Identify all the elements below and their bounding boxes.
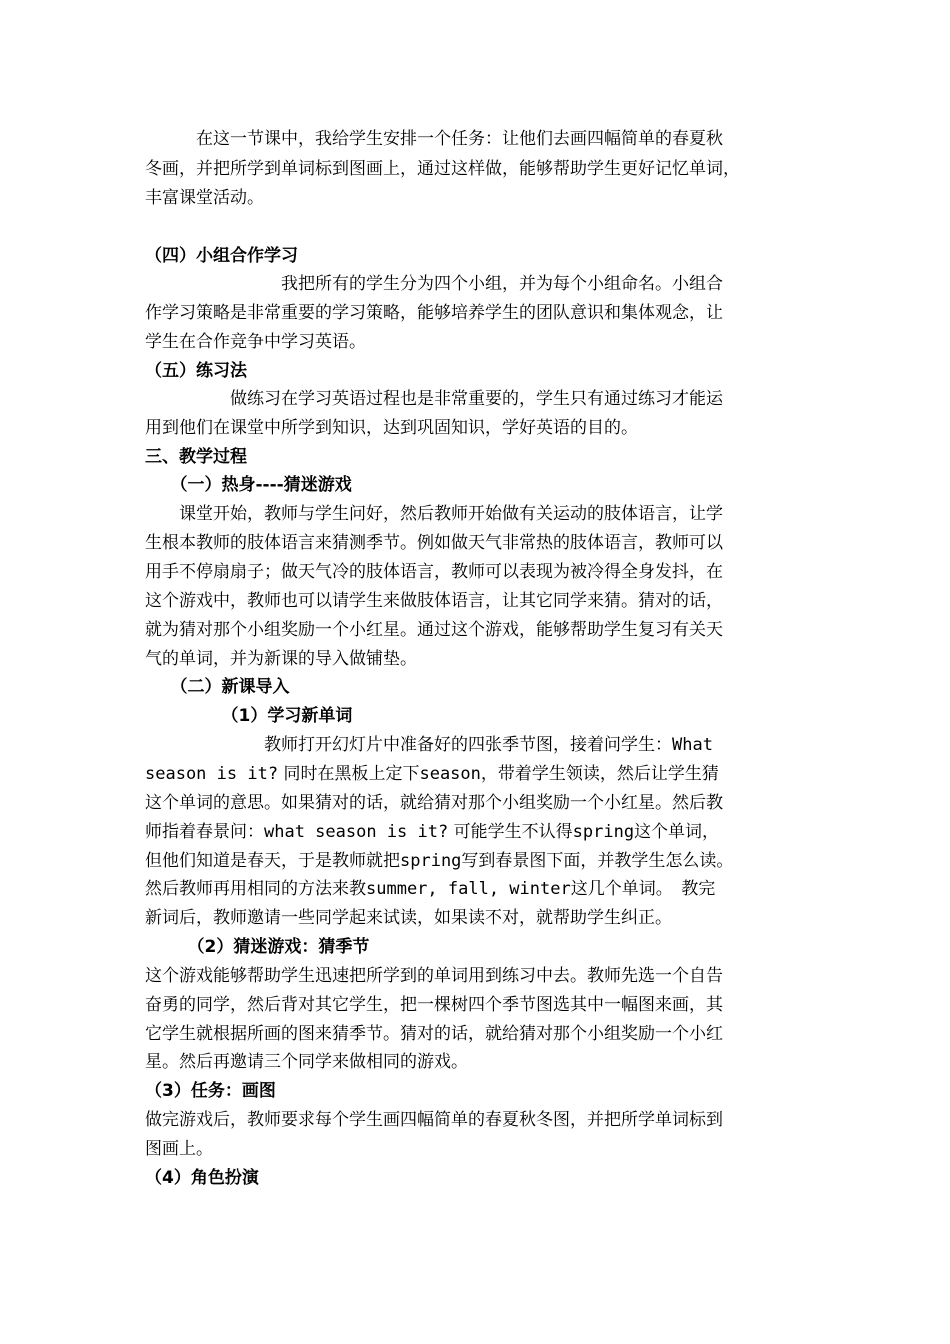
paragraph-line: 冬画，并把所学到单词标到图画上，通过这样做，能够帮助学生更好记忆单词， xyxy=(145,159,740,179)
paragraph-line: 星。然后再邀请三个同学来做相同的游戏。 xyxy=(145,1052,468,1072)
paragraph-line: 学生在合作竞争中学习英语。 xyxy=(145,332,366,352)
paragraph-line xyxy=(145,850,805,872)
paragraph-line: 奋勇的同学，然后背对其它学生，把一棵树四个季节图选其中一幅图来画，其 xyxy=(145,995,723,1015)
paragraph-line: 丰富课堂活动。 xyxy=(145,188,264,208)
text-run: 教师打开幻灯片中准备好的四张季节图，接着问学生： xyxy=(145,735,672,755)
paragraph-line xyxy=(145,763,805,785)
english-text: season xyxy=(419,764,481,784)
paragraph-line: 课堂开始，教师与学生问好，然后教师开始做有关运动的肢体语言，让学 xyxy=(145,504,723,524)
text-run: 可能学生不认得 xyxy=(448,822,573,842)
section-heading: （二）新课导入 xyxy=(145,677,290,697)
paragraph-line: 用手不停扇扇子；做天气冷的肢体语言，教师可以表现为被冷得全身发抖，在 xyxy=(145,562,723,582)
paragraph-line: 这个单词的意思。如果猜对的话，就给猜对那个小组奖励一个小红星。然后教 xyxy=(145,793,723,813)
paragraph-line: 图画上。 xyxy=(145,1139,213,1159)
section-heading: （五）练习法 xyxy=(145,361,247,381)
subsection-heading: （3）任务：画图 xyxy=(145,1081,276,1101)
text-run: ，带着学生领读，然后让学生猜 xyxy=(480,764,719,784)
english-text: summer, fall, winter xyxy=(366,879,571,899)
paragraph-line: 做练习在学习英语过程也是非常重要的，学生只有通过练习才能运 xyxy=(145,389,723,409)
paragraph-line xyxy=(145,821,805,843)
english-text: spring xyxy=(400,851,462,871)
paragraph-line: 我把所有的学生分为四个小组，并为每个小组命名。小组合 xyxy=(145,274,723,294)
subsection-heading: （2）猜迷游戏：猜季节 xyxy=(145,937,370,957)
text-run: 然后教师再用相同的方法来教 xyxy=(145,879,366,899)
paragraph-line: 它学生就根据所画的图来猜季节。猜对的话，就给猜对那个小组奖励一个小红 xyxy=(145,1024,723,1044)
chapter-heading: 三、教学过程 xyxy=(145,447,247,467)
paragraph-line: 气的单词，并为新课的导入做铺垫。 xyxy=(145,649,417,669)
text-run: 这个单词， xyxy=(634,822,720,842)
subsection-heading: （1）学习新单词 xyxy=(145,706,353,726)
text-run: 但他们知道是春天，于是教师就把 xyxy=(145,851,400,871)
paragraph-line xyxy=(145,734,805,756)
text-run: 写到春景图下面，并教学生怎么读。 xyxy=(461,851,734,871)
paragraph-line: 这个游戏能够帮助学生迅速把所学到的单词用到练习中去。教师先选一个自告 xyxy=(145,966,723,986)
paragraph-line: 生根本教师的肢体语言来猜测季节。例如做天气非常热的肢体语言，教师可以 xyxy=(145,533,723,553)
text-run: 师指着春景问： xyxy=(145,822,264,842)
english-text: spring xyxy=(572,822,635,842)
paragraph-line: 这个游戏中，教师也可以请学生来做肢体语言，让其它同学来猜。猜对的话， xyxy=(145,591,723,611)
paragraph-line: 用到他们在课堂中所学到知识，达到巩固知识，学好英语的目的。 xyxy=(145,418,638,438)
english-text: What xyxy=(672,735,713,755)
subsection-heading: （4）角色扮演 xyxy=(145,1168,259,1188)
paragraph-line: 做完游戏后，教师要求每个学生画四幅简单的春夏秋冬图，并把所学单词标到 xyxy=(145,1110,723,1130)
paragraph-line xyxy=(145,878,805,900)
paragraph-line: 在这一节课中，我给学生安排一个任务：让他们去画四幅简单的春夏秋 xyxy=(145,129,723,149)
english-text: what season is it? xyxy=(264,822,449,842)
section-heading: （一）热身----猜迷游戏 xyxy=(145,475,352,495)
english-text: season is it? xyxy=(145,764,279,784)
paragraph-line: 新词后，教师邀请一些同学起来试读，如果读不对，就帮助学生纠正。 xyxy=(145,908,672,928)
paragraph-line: 就为猜对那个小组奖励一个小红星。通过这个游戏，能够帮助学生复习有关天 xyxy=(145,620,723,640)
section-heading: （四）小组合作学习 xyxy=(145,246,298,266)
text-run: 同时在黑板上定下 xyxy=(278,764,420,784)
text-run: 这几个单词。 教完 xyxy=(570,879,716,899)
paragraph-line: 作学习策略是非常重要的学习策略，能够培养学生的团队意识和集体观念，让 xyxy=(145,303,723,323)
